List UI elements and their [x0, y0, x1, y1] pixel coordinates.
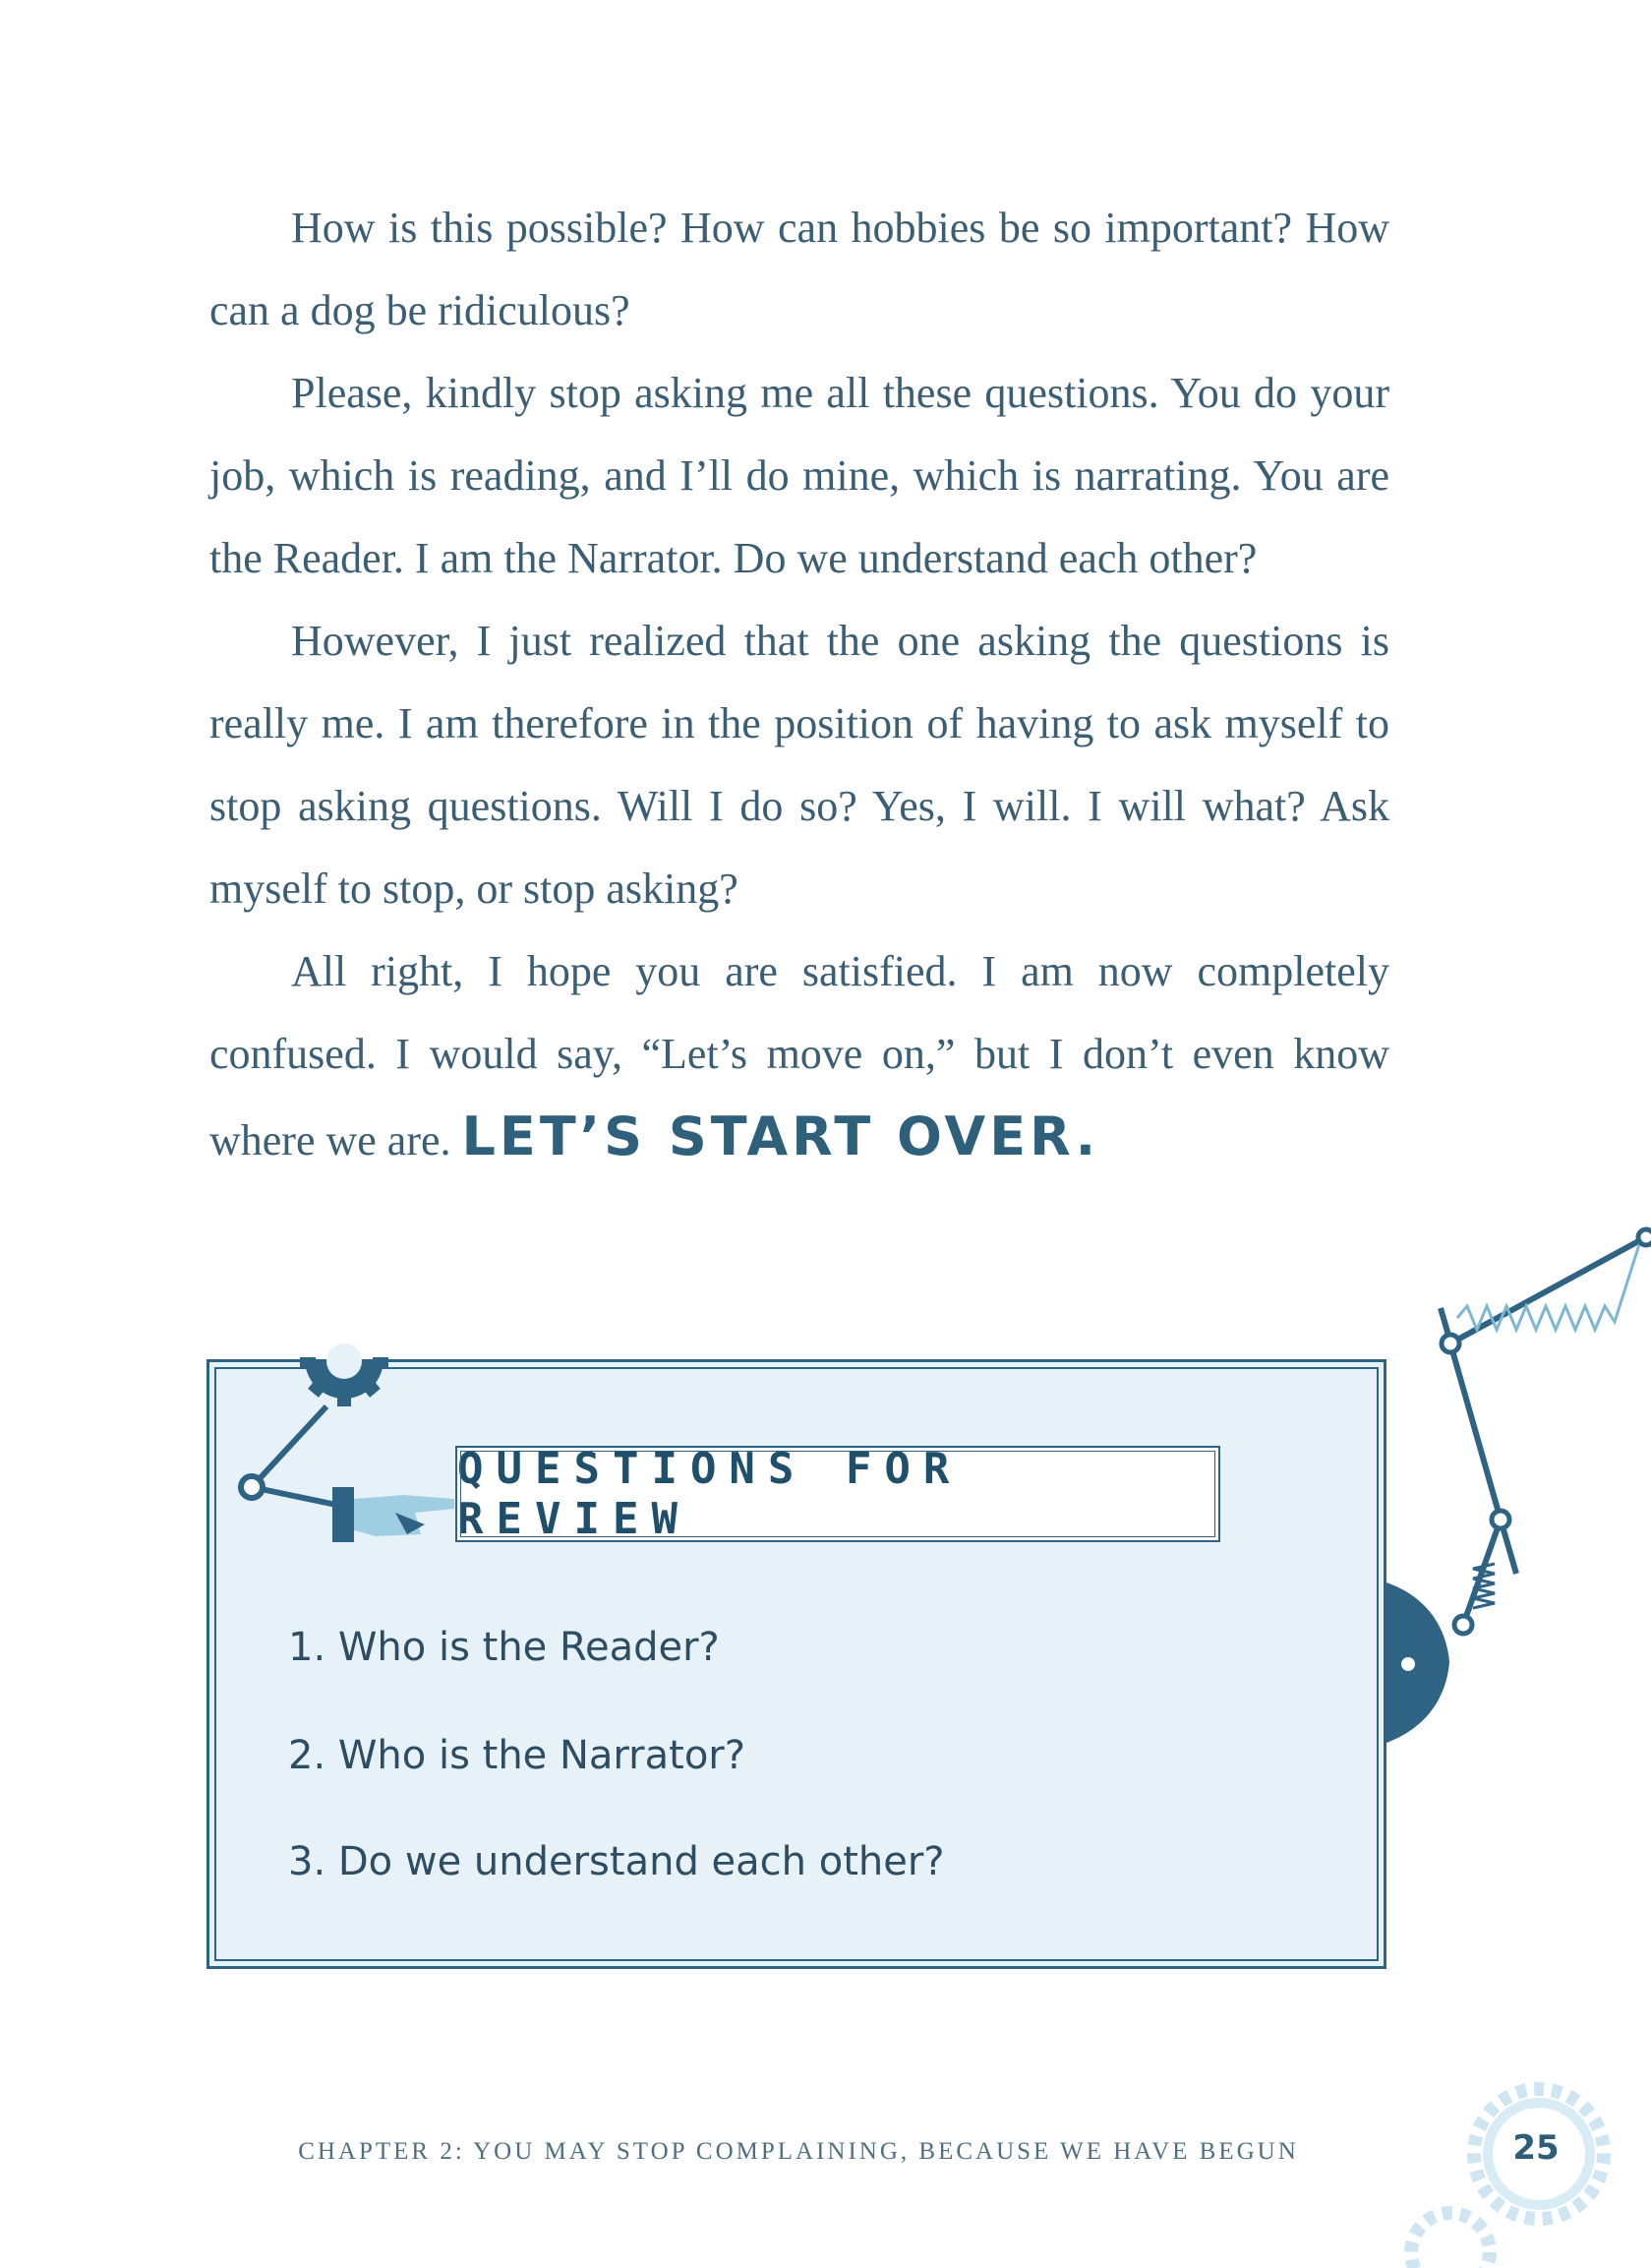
footer-chapter-title: CHAPTER 2: YOU MAY STOP COMPLAINING, BECAUSE WE HAVE BEGUN [298, 2138, 1299, 2165]
paragraph-2: Please, kindly stop asking me all these questions. You do your job, which is reading, and I’ll do mine, which is narrating. You are the Reader. I am the Narrator. Do we understand each other? [209, 369, 1389, 582]
review-title: QUESTIONS FOR REVIEW [455, 1446, 1220, 1542]
review-question-2: 2. Who is the Narrator? [288, 1733, 745, 1778]
start-over-emphasis: LET’S START OVER. [461, 1105, 1100, 1167]
spring-icon [1457, 1235, 1642, 1330]
paragraph-4-text: All right, I hope you are satisfied. I am now completely confused. I would say, “Let’s move on,” but I don’t even know where we are. [209, 947, 1389, 1164]
page-number: 25 [1512, 2128, 1560, 2168]
paragraph-4 [209, 930, 1389, 1182]
gear-icon [1382, 2075, 1651, 2268]
mechanical-arm-icon [1347, 1220, 1651, 1711]
paragraph-3: However, I just realized that the one asking the questions is really me. I am therefore in the position of having to ask myself to stop asking questions. Will I do so? Yes, I will. I will what? Ask myself to stop, or stop asking? [209, 617, 1389, 913]
paragraph-1: How is this possible? How can hobbies be so important? How can a dog be ridiculous? [209, 204, 1389, 334]
review-question-3: 3. Do we understand each other? [288, 1839, 945, 1884]
body-text [209, 187, 1389, 1182]
pointing-hand-icon [228, 1397, 464, 1544]
review-question-1: 1. Who is the Reader? [288, 1625, 720, 1670]
